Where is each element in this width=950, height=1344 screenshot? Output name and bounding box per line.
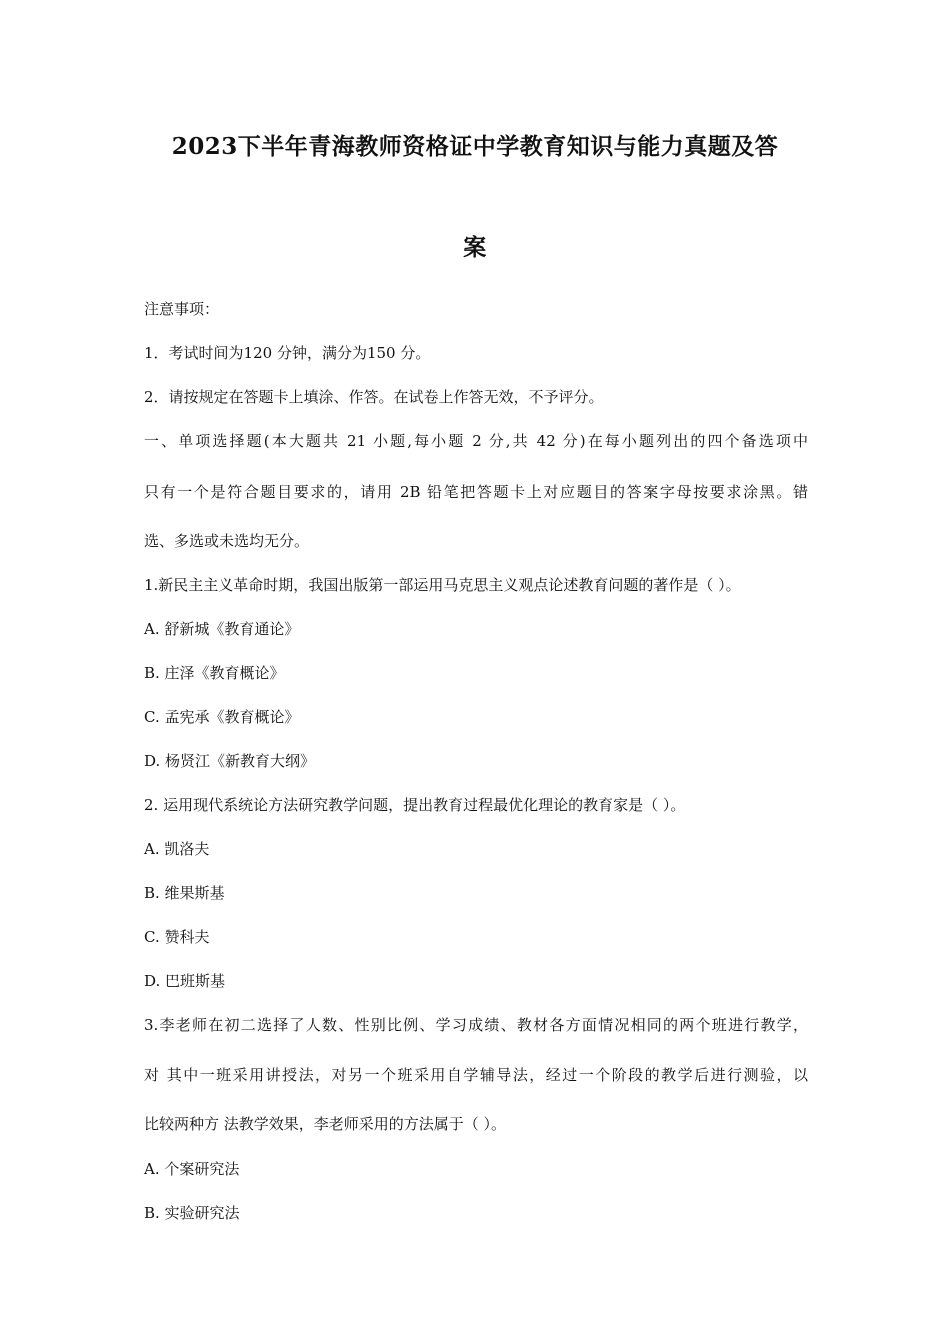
question-1-stem: 1.新民主主义革命时期，我国出版第一部运用马克思主义观点论述教育问题的著作是（ ）。: [144, 576, 741, 594]
question-1-option-d: D. 杨贤江《新教育大纲》: [144, 752, 316, 770]
section-instructions-line-1: 一、单项选择题(本大题共 21 小题,每小题 2 分,共 42 分)在每小题列出的四个备选项中: [144, 432, 808, 450]
question-1-option-b: B. 庄泽《教育概论》: [144, 664, 285, 682]
question-3-stem-line-2: 对 其中一班采用讲授法，对另一个班采用自学辅导法，经过一个阶段的教学后进行测验，以: [144, 1066, 808, 1084]
question-2-option-c: C. 赞科夫: [144, 928, 210, 946]
notice-item-2: 2．请按规定在答题卡上填涂、作答。在试卷上作答无效，不予评分。: [144, 388, 604, 406]
question-2-stem: 2. 运用现代系统论方法研究教学问题，提出教育过程最优化理论的教育家是（ ）。: [144, 796, 686, 814]
question-2-option-a: A. 凯洛夫: [144, 840, 210, 858]
notice-heading: 注意事项：: [144, 300, 220, 318]
section-instructions-line-3: 选、多选或未选均无分。: [144, 532, 310, 550]
question-1-option-c: C. 孟宪承《教育概论》: [144, 708, 300, 726]
question-2-option-b: B. 维果斯基: [144, 884, 225, 902]
section-instructions-line-2: 只有一个是符合题目要求的，请用 2B 铅笔把答题卡上对应题目的答案字母按要求涂黑。错: [144, 483, 808, 501]
question-3-stem-line-3: 比较两种方 法教学效果，李老师采用的方法属于（ ）。: [144, 1115, 507, 1133]
question-1-option-a: A. 舒新城《教育通论》: [144, 620, 300, 638]
notice-item-1: 1．考试时间为120 分钟，满分为150 分。: [144, 344, 431, 362]
question-3-stem-line-1: 3.李老师在初二选择了人数、性别比例、学习成绩、教材各方面情况相同的两个班进行教学，: [144, 1016, 808, 1034]
question-3-option-a: A. 个案研究法: [144, 1160, 240, 1178]
question-2-option-d: D. 巴班斯基: [144, 972, 226, 990]
document-title-line-2: 案: [463, 234, 487, 261]
document-title-line-1: 2023下半年青海教师资格证中学教育知识与能力真题及答: [171, 133, 779, 160]
question-3-option-b: B. 实验研究法: [144, 1204, 240, 1222]
